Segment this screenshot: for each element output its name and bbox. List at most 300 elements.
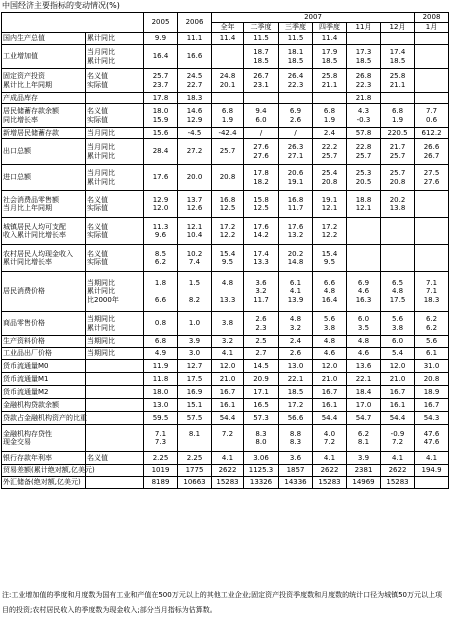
cell-line <box>179 438 210 446</box>
header-nov: 11月 <box>347 23 381 33</box>
cell-line: 54.3 <box>423 413 440 422</box>
cell-line: 2.6 <box>255 315 267 324</box>
value-cell-nov <box>347 245 381 272</box>
cell-line: 25.7 <box>219 147 236 156</box>
cell-line: 2.5 <box>255 337 267 346</box>
cell-line: 15283 <box>216 478 239 487</box>
cell-line: 25.7 <box>355 151 372 160</box>
value-cell-q4 <box>313 348 347 360</box>
value-cell-y2005 <box>144 245 178 272</box>
value-cell-jan <box>415 336 449 348</box>
value-cell-y2005 <box>144 477 178 489</box>
table-row <box>2 360 449 373</box>
value-cell-y2005 <box>144 465 178 477</box>
indicator-label <box>2 245 86 272</box>
value-cell-q2 <box>244 128 279 139</box>
cell-line: 22.2 <box>321 143 338 152</box>
cell-line <box>416 48 447 56</box>
cell-line: 5.6 <box>425 337 438 346</box>
cell-line: 新增居民储蓄存款 <box>3 128 59 137</box>
header-q4: 四季度 <box>313 23 347 33</box>
value-cell-q3 <box>279 477 313 489</box>
cell-line: 25.4 <box>321 169 338 178</box>
cell-line: 2.6 <box>289 115 302 124</box>
cell-line: 18.3 <box>423 295 440 304</box>
cell-line: 3.6 <box>289 453 302 462</box>
value-cell-q3 <box>279 272 313 312</box>
cell-line: 8.1 <box>357 438 370 446</box>
value-cell-q2 <box>244 45 279 69</box>
cell-line: 14.6 <box>186 107 203 116</box>
cell-line: 612.2 <box>421 128 442 137</box>
cell-line: 进口总额 <box>3 173 31 182</box>
cell-line <box>382 231 413 239</box>
cell-line: 累计比上年同期 <box>3 80 52 89</box>
value-cell-y2006 <box>178 191 212 218</box>
cell-line: 18.1 <box>287 48 304 57</box>
cell-line: 4.8 <box>357 337 370 346</box>
value-cell-nov <box>347 69 381 93</box>
cell-line: 当月同比 <box>87 143 115 152</box>
value-cell-y2005 <box>144 128 178 139</box>
indicator-measure <box>86 452 144 465</box>
cell-line: 20.8 <box>219 173 236 182</box>
indicator-label <box>2 360 86 373</box>
indicator-measure <box>86 399 144 412</box>
cell-line: 6.9 <box>289 107 302 116</box>
value-cell-q3 <box>279 93 313 104</box>
indicator-label <box>2 45 86 69</box>
cell-line: 2.3 <box>255 323 267 332</box>
value-cell-y2005 <box>144 45 178 69</box>
cell-line <box>87 414 142 422</box>
cell-line: 社会消费品零售额 <box>3 195 59 204</box>
cell-line: 6.0 <box>357 315 370 324</box>
cell-line: 现金交易 <box>3 438 31 446</box>
cell-line: 同比增长率 <box>3 115 38 124</box>
table-row <box>2 272 449 312</box>
cell-line: 24.5 <box>186 72 203 81</box>
cell-line: 17.6 <box>253 222 269 231</box>
cell-line: 18.5 <box>321 56 338 65</box>
value-cell-q3 <box>279 165 313 191</box>
value-cell-dec <box>381 45 415 69</box>
value-cell-full-year <box>212 452 244 465</box>
cell-line: 47.6 <box>423 438 440 446</box>
cell-line: 农村居民人均现金收入 <box>3 249 73 258</box>
cell-line: 9.4 <box>255 107 267 116</box>
cell-line: 27.5 <box>423 169 440 178</box>
cell-line: 12.2 <box>321 231 338 239</box>
cell-line: 22.8 <box>355 143 372 152</box>
cell-line: 4.8 <box>323 337 336 346</box>
cell-line: 6.2 <box>357 429 370 438</box>
cell-line: 27.6 <box>423 177 440 186</box>
cell-line: 6.1 <box>425 349 438 358</box>
value-cell-y2006 <box>178 93 212 104</box>
cell-line: 当月同比 <box>87 169 115 178</box>
cell-line: 2622 <box>388 466 407 475</box>
cell-line: 1857 <box>286 466 305 475</box>
cell-line: 3.8 <box>221 319 234 328</box>
cell-line <box>314 94 345 102</box>
cell-line: 6.8 <box>221 107 234 116</box>
value-cell-q2 <box>244 373 279 386</box>
value-cell-nov <box>347 399 381 412</box>
cell-line: 7.1 <box>425 278 438 287</box>
table-row <box>2 386 449 399</box>
cell-line: 银行存款年利率 <box>3 453 52 462</box>
cell-line: 3.5 <box>357 323 370 332</box>
cell-line: 16.7 <box>389 387 406 396</box>
cell-line: 11.7 <box>287 204 304 212</box>
cell-line: 7.2 <box>323 438 336 446</box>
cell-line: 17.2 <box>219 222 236 231</box>
cell-line: 12.5 <box>253 204 269 212</box>
cell-line: 31.0 <box>423 361 440 370</box>
value-cell-y2005 <box>144 425 178 452</box>
value-cell-jan <box>415 465 449 477</box>
value-cell-nov <box>347 360 381 373</box>
cell-line: 21.0 <box>389 374 406 383</box>
value-cell-jan <box>415 218 449 245</box>
value-cell-dec <box>381 336 415 348</box>
cell-line: 13.2 <box>287 231 304 239</box>
value-cell-y2005 <box>144 360 178 373</box>
value-cell-q4 <box>313 465 347 477</box>
cell-line: 8.3 <box>255 429 267 438</box>
cell-line: 21.8 <box>355 93 372 102</box>
value-cell-full-year <box>212 360 244 373</box>
cell-line: 54.4 <box>389 413 406 422</box>
cell-line <box>416 204 447 212</box>
value-cell-q4 <box>313 477 347 489</box>
cell-line: 7.2 <box>221 429 234 438</box>
cell-line: 26.8 <box>355 72 372 81</box>
cell-line <box>87 466 142 474</box>
cell-line: 6.0 <box>391 337 404 346</box>
cell-line: 2622 <box>320 466 339 475</box>
cell-line: 累计同比 <box>87 287 115 296</box>
cell-line: 6.8 <box>323 107 336 116</box>
cell-line: 15.4 <box>321 249 338 258</box>
cell-line: 6.2 <box>425 323 438 332</box>
cell-line: 17.9 <box>321 48 338 57</box>
cell-line: 4.6 <box>357 349 370 358</box>
cell-line: 20.2 <box>287 249 304 258</box>
indicator-measure <box>86 348 144 360</box>
cell-line: 4.8 <box>391 287 404 296</box>
indicator-measure <box>86 69 144 93</box>
cell-line: 11.1 <box>186 34 203 43</box>
value-cell-full-year <box>212 399 244 412</box>
value-cell-jan <box>415 386 449 399</box>
indicator-measure <box>86 477 144 489</box>
cell-line: 20.6 <box>287 169 304 178</box>
cell-line: 13.3 <box>253 258 269 266</box>
cell-line: 0.8 <box>154 319 167 328</box>
cell-line: / <box>259 128 263 137</box>
cell-line: 13.3 <box>219 295 236 304</box>
table-title: 中国经济主要指标的变动情况(%) <box>2 1 120 10</box>
cell-line: 13.0 <box>152 400 169 409</box>
cell-line: 名义值 <box>87 72 108 81</box>
value-cell-full-year <box>212 272 244 312</box>
value-cell-full-year <box>212 104 244 128</box>
value-cell-q2 <box>244 245 279 272</box>
cell-line <box>213 287 242 295</box>
cell-line: 22.3 <box>355 80 372 89</box>
cell-line: 名义值 <box>87 453 108 462</box>
value-cell-q4 <box>313 399 347 412</box>
value-cell-q4 <box>313 139 347 165</box>
value-cell-nov <box>347 45 381 69</box>
cell-line <box>382 34 413 42</box>
cell-line: 6.1 <box>289 278 302 287</box>
value-cell-dec <box>381 373 415 386</box>
cell-line: 10.2 <box>186 249 203 258</box>
cell-line: 4.1 <box>221 453 234 462</box>
value-cell-q3 <box>279 218 313 245</box>
cell-line: 5.4 <box>391 349 404 358</box>
cell-line: 国内生产总值 <box>3 34 45 43</box>
cell-line: 27.6 <box>253 143 269 152</box>
value-cell-y2006 <box>178 348 212 360</box>
cell-line: 6.2 <box>425 315 438 324</box>
cell-line: 9.6 <box>154 231 167 239</box>
cell-line: 6.5 <box>391 278 404 287</box>
cell-line <box>416 34 447 42</box>
value-cell-y2006 <box>178 412 212 425</box>
indicator-label <box>2 452 86 465</box>
cell-line: 20.8 <box>321 177 338 186</box>
cell-line: 8.2 <box>188 295 201 304</box>
cell-line: 实际值 <box>87 204 108 212</box>
value-cell-y2006 <box>178 399 212 412</box>
cell-line: 4.8 <box>323 287 336 296</box>
cell-line: 4.1 <box>425 453 438 462</box>
cell-line: 18.0 <box>152 107 169 116</box>
cell-line: 当期同比 <box>87 315 115 324</box>
indicator-measure <box>86 104 144 128</box>
cell-line: 实际值 <box>87 115 108 124</box>
cell-line: 11.5 <box>287 34 304 43</box>
value-cell-nov <box>347 412 381 425</box>
value-cell-y2005 <box>144 165 178 191</box>
cell-line <box>416 72 447 80</box>
cell-line: 16.9 <box>186 387 203 396</box>
cell-line: 2381 <box>354 466 373 475</box>
cell-line: 14969 <box>352 478 375 487</box>
value-cell-q3 <box>279 45 313 69</box>
cell-line <box>416 250 447 258</box>
cell-line <box>416 223 447 231</box>
value-cell-q2 <box>244 272 279 312</box>
cell-line <box>416 81 447 89</box>
cell-line: 2.7 <box>255 349 267 358</box>
cell-line <box>416 258 447 266</box>
value-cell-jan <box>415 452 449 465</box>
value-cell-jan <box>415 412 449 425</box>
value-cell-jan <box>415 348 449 360</box>
value-cell-full-year <box>212 218 244 245</box>
indicator-label <box>2 477 86 489</box>
value-cell-nov <box>347 373 381 386</box>
cell-line: 4.3 <box>357 107 370 116</box>
indicator-measure <box>86 218 144 245</box>
table-row <box>2 191 449 218</box>
cell-line: 12.5 <box>219 204 236 212</box>
cell-line: 11.5 <box>253 34 269 43</box>
table-row <box>2 336 449 348</box>
cell-line: 13.8 <box>389 204 406 212</box>
cell-line: 1019 <box>151 466 170 475</box>
cell-line: 57.5 <box>186 413 203 422</box>
cell-line: 19.1 <box>321 195 338 204</box>
cell-line: 11.8 <box>152 374 169 383</box>
cell-line: 25.8 <box>389 72 406 81</box>
cell-line: 18.5 <box>287 56 304 65</box>
indicator-measure <box>86 312 144 336</box>
cell-line: 1775 <box>185 466 204 475</box>
cell-line <box>145 287 176 295</box>
cell-line: 3.8 <box>391 323 404 332</box>
cell-line: 17.1 <box>253 387 269 396</box>
cell-line: 15283 <box>318 478 341 487</box>
value-cell-q4 <box>313 128 347 139</box>
cell-line: 9.5 <box>323 258 336 266</box>
cell-line: 17.5 <box>186 374 203 383</box>
value-cell-y2006 <box>178 165 212 191</box>
cell-line: 固定资产投资 <box>3 72 45 81</box>
indicator-measure <box>86 45 144 69</box>
cell-line: 13.6 <box>355 361 372 370</box>
cell-line: 26.6 <box>423 143 440 152</box>
cell-line: 2.25 <box>186 453 203 462</box>
cell-line: 7.1 <box>154 429 167 438</box>
cell-line: 25.3 <box>355 169 372 178</box>
value-cell-nov <box>347 272 381 312</box>
cell-line: 14.5 <box>253 361 269 370</box>
indicator-measure <box>86 386 144 399</box>
value-cell-jan <box>415 360 449 373</box>
value-cell-y2005 <box>144 218 178 245</box>
cell-line: 14.2 <box>253 231 269 239</box>
cell-line: 18.2 <box>253 177 269 186</box>
header-q3: 三季度 <box>279 23 313 33</box>
table-row <box>2 33 449 45</box>
cell-line: 贸易差额(累计绝对额,亿美元) <box>3 466 95 475</box>
cell-line: 17.6 <box>287 222 304 231</box>
value-cell-q3 <box>279 452 313 465</box>
header-q2: 二季度 <box>244 23 279 33</box>
value-cell-full-year <box>212 477 244 489</box>
cell-line: 17.6 <box>152 173 169 182</box>
cell-line: 4.1 <box>221 349 234 358</box>
cell-line <box>416 231 447 239</box>
cell-line: 11.7 <box>253 295 269 304</box>
table-row <box>2 104 449 128</box>
cell-line <box>382 94 413 102</box>
indicator-measure <box>86 373 144 386</box>
indicator-label <box>2 465 95 477</box>
indicator-label <box>2 312 86 336</box>
table-row <box>2 399 449 412</box>
header-2008: 2008 <box>415 13 449 23</box>
cell-line: 16.8 <box>219 195 236 204</box>
value-cell-q2 <box>244 399 279 412</box>
cell-line: 16.7 <box>219 387 236 396</box>
cell-line: 54.7 <box>355 413 372 422</box>
indicator-label <box>2 399 86 412</box>
value-cell-q4 <box>313 69 347 93</box>
value-cell-dec <box>381 386 415 399</box>
indicator-label <box>2 218 86 245</box>
cell-line: 25.8 <box>321 72 338 81</box>
value-cell-y2006 <box>178 336 212 348</box>
value-cell-y2006 <box>178 45 212 69</box>
value-cell-dec <box>381 465 415 477</box>
value-cell-full-year <box>212 45 244 69</box>
cell-line: 1.9 <box>221 115 234 124</box>
value-cell-full-year <box>212 348 244 360</box>
indicator-label <box>2 373 86 386</box>
value-cell-nov <box>347 128 381 139</box>
value-cell-q2 <box>244 69 279 93</box>
value-cell-q2 <box>244 348 279 360</box>
cell-line: 18.5 <box>389 56 406 65</box>
cell-line: 4.1 <box>323 453 336 462</box>
cell-line: 19.1 <box>287 177 304 186</box>
table-row <box>2 412 449 425</box>
cell-line <box>87 388 142 396</box>
cell-line: 4.9 <box>154 349 167 358</box>
cell-line: 22.3 <box>287 80 304 89</box>
indicator-label <box>2 139 86 165</box>
cell-line: 17.5 <box>389 295 406 304</box>
indicator-measure <box>86 412 144 425</box>
cell-line <box>382 223 413 231</box>
value-cell-nov <box>347 191 381 218</box>
cell-line: 7.3 <box>154 438 167 446</box>
cell-line: 6.9 <box>357 278 370 287</box>
cell-line: 10.4 <box>186 231 203 239</box>
value-cell-q3 <box>279 399 313 412</box>
value-cell-full-year <box>212 425 244 452</box>
cell-line <box>213 438 242 446</box>
value-cell-nov <box>347 93 381 104</box>
value-cell-y2005 <box>144 336 178 348</box>
cell-line: 12.0 <box>152 204 169 212</box>
cell-line: 16.8 <box>287 195 304 204</box>
value-cell-q3 <box>279 312 313 336</box>
indicator-label <box>2 412 86 425</box>
value-cell-y2006 <box>178 218 212 245</box>
value-cell-jan <box>415 93 449 104</box>
table-row <box>2 128 449 139</box>
cell-line <box>348 258 379 266</box>
indicator-label <box>2 191 86 218</box>
cell-line: 13.9 <box>287 295 304 304</box>
cell-line: -4.5 <box>187 128 202 137</box>
indicator-label <box>2 128 86 139</box>
cell-line <box>382 258 413 266</box>
cell-line: 2.4 <box>289 337 302 346</box>
cell-line: 3.8 <box>323 323 336 332</box>
value-cell-nov <box>347 33 381 45</box>
cell-line: 12.1 <box>321 204 338 212</box>
value-cell-jan <box>415 191 449 218</box>
